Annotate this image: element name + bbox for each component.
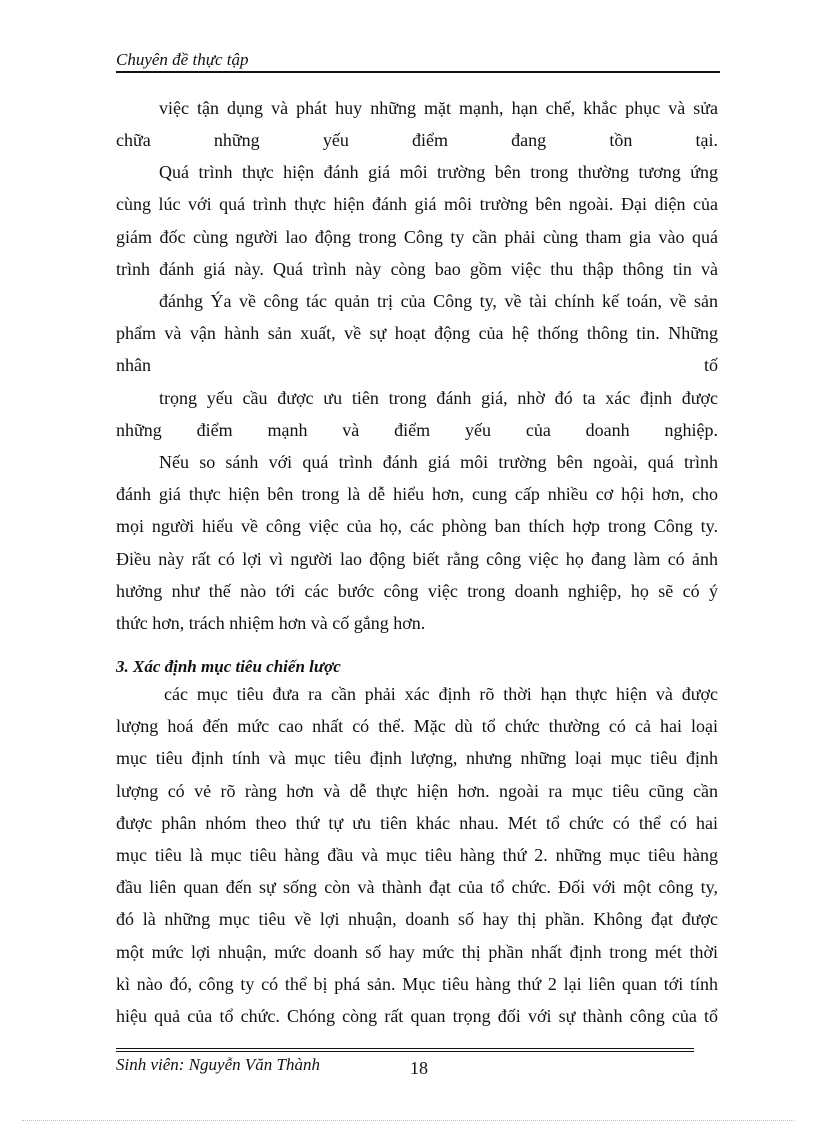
text-line: lượng hoá đến mức cao nhất có thể. Mặc dù tổ chức thường có cả hai loại [116, 716, 718, 736]
text-line: chữa những yếu điểm đang tồn tại. [116, 130, 718, 150]
text-line: đầu liên quan đến sự sống còn và thành đạt của tổ chức. Đối với một công ty, [116, 877, 718, 897]
text-line: phẩm và vận hành sản xuất, về sự hoạt động của hệ thống thông tin. Những [116, 323, 718, 343]
section-heading: 3. Xác định mục tiêu chiến lược [116, 657, 341, 676]
text-line: lượng có vẻ rõ ràng hơn và dễ thực hiện hơn. ngoài ra mục tiêu cũng cần [116, 781, 718, 801]
header-rule [116, 71, 720, 73]
text-line: trọng yếu cầu được ưu tiên trong đánh giá, nhờ đó ta xác định được [159, 388, 718, 408]
header-title: Chuyên đề thực tập [116, 50, 249, 69]
text-line: đánhg Ýa về công tác quản trị của Công ty, về tài chính kế toán, về sản [159, 291, 718, 311]
text-line: Điều này rất có lợi vì người lao động biết rằng công việc họ đang làm có ảnh [116, 549, 718, 569]
text-line: nhân tố [116, 355, 718, 375]
text-line: những điểm mạnh và điểm yếu của doanh nghiệp. [116, 420, 718, 440]
text-line: trình đánh giá này. Quá trình này còng bao gồm việc thu thập thông tin và [116, 259, 718, 279]
text-line: mọi người hiểu về công việc của họ, các phòng ban thích hợp trong Công ty. [116, 516, 718, 536]
text-line: đó là những mục tiêu về lợi nhuận, doanh số hay thị phần. Không đạt được [116, 909, 718, 929]
text-line: giám đốc cùng người lao động trong Công ty cần phải cùng tham gia vào quá [116, 227, 718, 247]
text-line: hiệu quả của tổ chức. Chóng còng rất quan trọng đối với sự thành công của tổ [116, 1006, 718, 1026]
page-boundary-divider [22, 1120, 794, 1121]
text-line: được phân nhóm theo thứ tự ưu tiên khác nhau. Mét tổ chức có thể có hai [116, 813, 718, 833]
text-line: kì nào đó, công ty có thể bị phá sản. Mục tiêu hàng thứ 2 lại liên quan tới tính [116, 974, 718, 994]
text-line: cùng lúc với quá trình thực hiện đánh giá môi trường bên ngoài. Đại diện của [116, 194, 718, 214]
footer-student-name: Sinh viên: Nguyễn Văn Thành [116, 1055, 320, 1074]
text-line: mục tiêu định tính và mục tiêu định lượng, nhưng những loại mục tiêu định [116, 748, 718, 768]
footer-rule [116, 1048, 694, 1049]
text-line: Nếu so sánh với quá trình đánh giá môi trường bên ngoài, quá trình [159, 452, 718, 472]
page-number: 18 [410, 1058, 428, 1078]
footer-rule [116, 1051, 694, 1052]
text-line: một mức lợi nhuận, mức doanh số hay mức thị phần nhất định trong mét thời [116, 942, 718, 962]
text-line: việc tận dụng và phát huy những mặt mạnh, hạn chế, khắc phục và sửa [159, 98, 718, 118]
text-line: thức hơn, trách nhiệm hơn và cố gắng hơn. [116, 613, 426, 633]
text-line: các mục tiêu đưa ra cần phải xác định rõ thời hạn thực hiện và được [164, 684, 718, 704]
text-line: Quá trình thực hiện đánh giá môi trường bên trong thường tương ứng [159, 162, 718, 182]
text-line: đánh giá thực hiện bên trong là dễ hiểu hơn, cung cấp nhiều cơ hội hơn, cho [116, 484, 718, 504]
text-line: hưởng như thế nào tới các bước công việc trong doanh nghiệp, họ sẽ có ý [116, 581, 718, 601]
text-line: mục tiêu là mục tiêu hàng đầu và mục tiêu hàng thứ 2. những mục tiêu hàng [116, 845, 718, 865]
